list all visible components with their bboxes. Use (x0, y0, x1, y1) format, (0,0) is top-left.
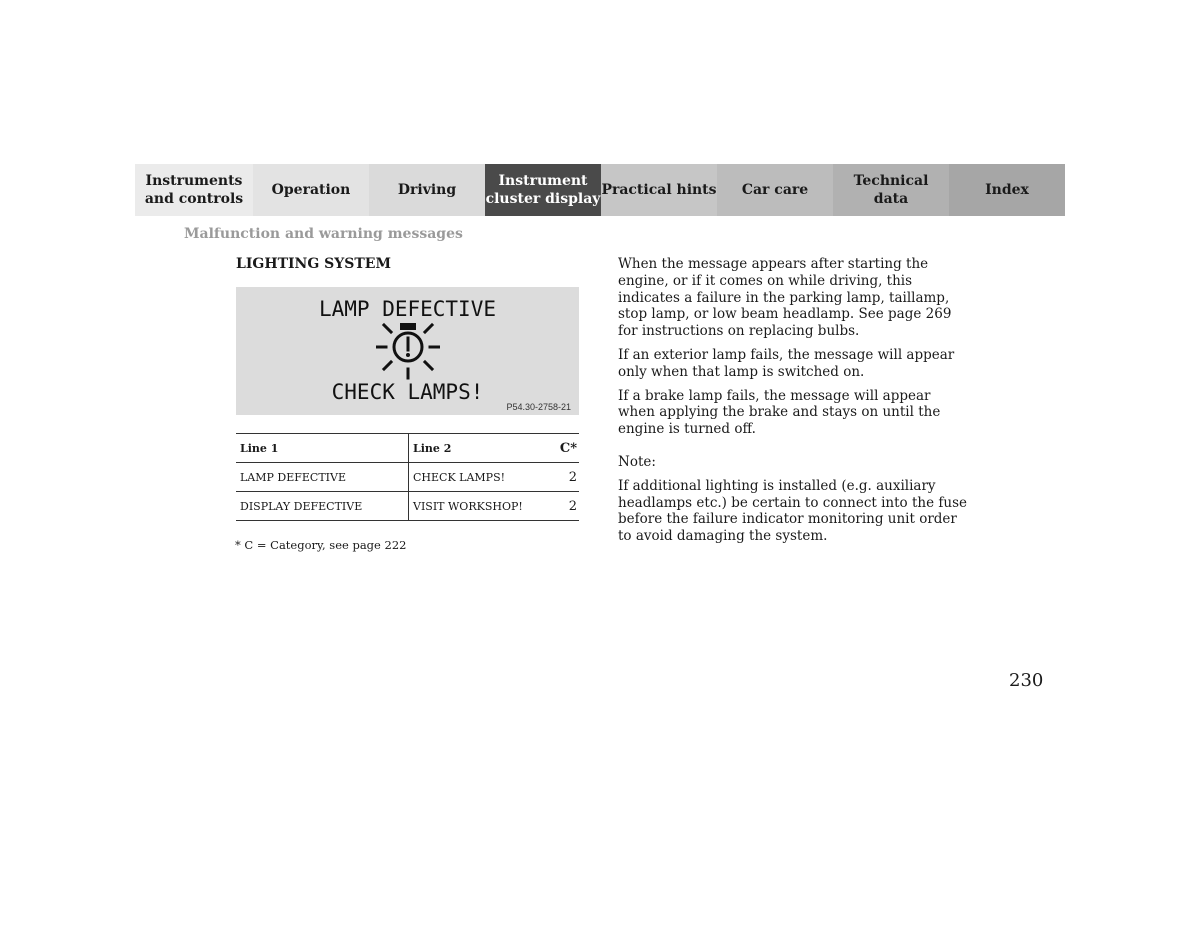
row-line2: VISIT WORKSHOP! (409, 492, 548, 521)
paragraph-3: If a brake lamp fails, the message will appear when applying the brake and stays on until the engine is turned off. (618, 387, 941, 438)
tab-practical-hints[interactable] (601, 164, 717, 216)
note-text: If additional lighting is installed (e.g. auxiliary headlamps etc.) be certain to connect into the fuse before the failure indicator monitoring unit order to avoid damaging the system. (618, 477, 967, 545)
tab-instrument-cluster-display[interactable] (485, 164, 601, 216)
row-category: 2 (547, 463, 579, 492)
table-row (236, 492, 579, 521)
tab-label-line1: Technical (853, 173, 929, 189)
row-line2: CHECK LAMPS! (409, 463, 548, 492)
tab-driving[interactable] (369, 164, 485, 216)
tab-label-line1: Instruments (145, 173, 243, 189)
footnote: * C = Category, see page 222 (235, 538, 407, 552)
section-tabs (135, 164, 1065, 216)
tab-operation[interactable] (253, 164, 369, 216)
row-category: 2 (547, 492, 579, 521)
page-number: 230 (1009, 670, 1044, 691)
tab-label-line2: cluster display (485, 191, 601, 207)
table-row (236, 463, 579, 492)
display-line-1: LAMP DEFECTIVE (318, 297, 496, 321)
tab-label-line1: Instrument (498, 173, 588, 189)
lighting-system-heading: LIGHTING SYSTEM (236, 256, 391, 272)
paragraph-2: If an exterior lamp fails, the message will appear only when that lamp is switched on. (618, 346, 955, 380)
paragraph-1: When the message appears after starting the engine, or if it comes on while driving, this indicates a failure in the parking lamp, taillamp, stop lamp, or low beam headlamp. See page 269 for instructions on replacing bulbs. (618, 256, 952, 340)
tab-index[interactable] (949, 164, 1065, 216)
tab-car-care[interactable] (717, 164, 833, 216)
instrument-display-illustration (236, 287, 579, 415)
tab-label-line2: data (873, 191, 909, 207)
tab-label: Index (985, 182, 1029, 198)
table-header-row (236, 434, 579, 463)
tab-instruments-and-controls[interactable] (135, 164, 253, 216)
tab-label: Operation (271, 182, 351, 198)
note-label: Note: (618, 453, 656, 470)
section-title: Malfunction and warning messages (184, 226, 463, 242)
message-table (236, 433, 579, 521)
column-header-line1: Line 1 (236, 434, 409, 463)
tab-label-line2: and controls (144, 191, 244, 207)
column-header-category: C* (547, 434, 579, 463)
lamp-warning-icon (376, 320, 440, 380)
display-line-2: CHECK LAMPS! (331, 380, 484, 404)
row-line1: LAMP DEFECTIVE (236, 463, 409, 492)
body-text (618, 256, 968, 552)
tab-technical-data[interactable] (833, 164, 949, 216)
tab-label: Practical hints (601, 182, 717, 198)
figure-reference: P54.30-2758-21 (506, 402, 571, 412)
column-header-line2: Line 2 (409, 434, 548, 463)
tab-label: Car care (741, 182, 809, 198)
tab-label: Driving (397, 182, 457, 198)
row-line1: DISPLAY DEFECTIVE (236, 492, 409, 521)
